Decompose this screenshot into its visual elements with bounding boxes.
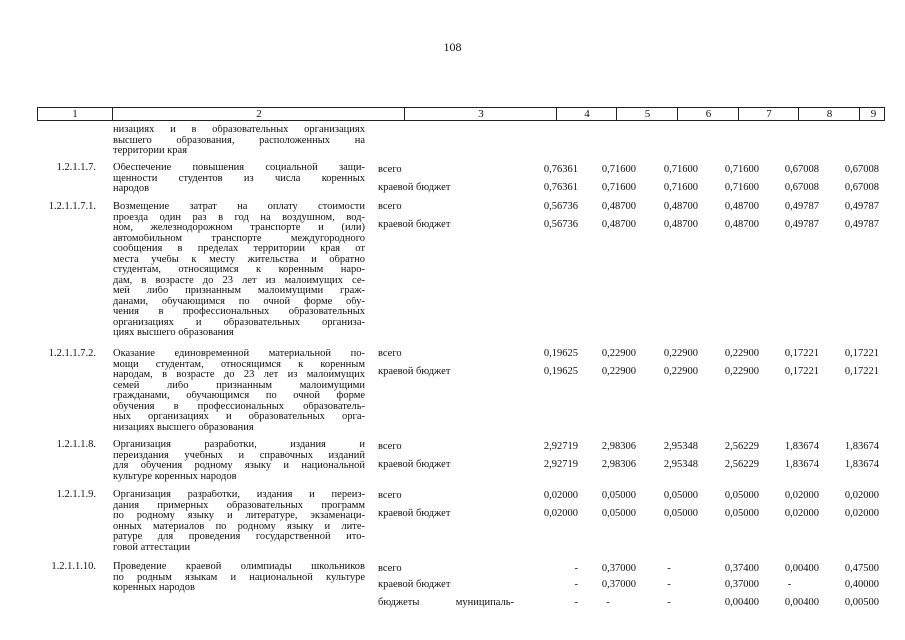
row-description bbox=[113, 490, 365, 553]
value-cell: - bbox=[787, 579, 792, 590]
value-cell: 0,05000 bbox=[601, 490, 636, 501]
description-line: Организация разработки, издания и bbox=[113, 440, 365, 450]
description-line: данами, обучающимся по очной форме обу- bbox=[113, 296, 365, 307]
source-label: всего bbox=[378, 490, 402, 501]
description-line: автомобильном транспорте междугородного bbox=[113, 233, 365, 244]
value-cell: 0,22900 bbox=[724, 366, 759, 377]
description-line: говой аттестации bbox=[113, 542, 191, 553]
description-line: чения в профессиональных образовательных bbox=[113, 307, 365, 317]
source-label: всего bbox=[378, 348, 402, 359]
value-cell: 2,95348 bbox=[663, 441, 698, 452]
value-cell: 0,49787 bbox=[844, 201, 879, 212]
description-line: ратуре для проведения государственной ито- bbox=[113, 532, 365, 542]
value-cell: 0,37000 bbox=[601, 579, 636, 590]
description-line: по родному языку и литературе, экзаменаци- bbox=[113, 511, 365, 521]
value-cell: 0,48700 bbox=[601, 201, 636, 212]
value-cell: 1,83674 bbox=[844, 441, 879, 452]
value-cell: 0,22900 bbox=[601, 366, 636, 377]
description-line: низациях и в образовательных организациях bbox=[113, 125, 365, 135]
description-line: мей либо признанным малоимущими граж- bbox=[113, 286, 365, 296]
header-col-2: 2 bbox=[112, 108, 405, 120]
row-description bbox=[113, 562, 365, 594]
value-cell: 0,02000 bbox=[784, 490, 819, 501]
value-cell: 0,67008 bbox=[784, 182, 819, 193]
value-cell: 2,92719 bbox=[543, 459, 578, 470]
value-cell: 0,19625 bbox=[543, 366, 578, 377]
value-cell: 0,00400 bbox=[724, 597, 759, 608]
row-number: 1.2.1.1.7.1. bbox=[48, 201, 96, 212]
value-cell: 0,48700 bbox=[724, 201, 759, 212]
value-cell: 0,17221 bbox=[844, 366, 879, 377]
value-cell: 0,05000 bbox=[663, 490, 698, 501]
source-label: краевой бюджет bbox=[378, 459, 451, 470]
source-label: краевой бюджет bbox=[378, 182, 451, 193]
value-cell: 0,37000 bbox=[601, 563, 636, 574]
value-cell: 0,47500 bbox=[844, 563, 879, 574]
description-line: Возмещение затрат на оплату стоимости bbox=[113, 202, 365, 212]
description-line: переиздания учебных и справочных изданий bbox=[113, 450, 365, 461]
header-col-8: 8 bbox=[798, 108, 860, 120]
value-cell: 2,95348 bbox=[663, 459, 698, 470]
value-cell: 0,67008 bbox=[844, 164, 879, 175]
source-label: краевой бюджет bbox=[378, 508, 451, 519]
description-line: дания примерных образовательных программ bbox=[113, 500, 365, 511]
header-col-4: 4 bbox=[556, 108, 617, 120]
value-cell: 0,02000 bbox=[543, 490, 578, 501]
value-cell: 0,05000 bbox=[724, 490, 759, 501]
table-header bbox=[37, 107, 885, 121]
row-number: 1.2.1.1.9. bbox=[56, 489, 96, 500]
header-col-5: 5 bbox=[616, 108, 678, 120]
value-cell: 0,19625 bbox=[543, 348, 578, 359]
description-line: обучения в профессиональных образователь- bbox=[113, 401, 365, 412]
value-cell: - bbox=[606, 597, 610, 608]
description-line: высшего образования, расположенных на bbox=[113, 135, 365, 146]
description-line: организациях и образовательных организа- bbox=[113, 317, 365, 328]
header-col-3: 3 bbox=[404, 108, 557, 120]
description-line: студентам, относящимся к коренным наро- bbox=[113, 265, 365, 275]
value-cell: 2,56229 bbox=[724, 441, 759, 452]
page-number: 108 bbox=[443, 40, 462, 54]
source-label: краевой бюджет bbox=[378, 579, 451, 590]
value-cell: 0,40000 bbox=[844, 579, 879, 590]
value-cell: 0,71600 bbox=[663, 182, 698, 193]
description-line: народам, в возрасте до 23 лет из малоимущих bbox=[113, 370, 365, 380]
value-cell: 1,83674 bbox=[784, 441, 819, 452]
source-label: всего bbox=[378, 441, 402, 452]
description-line: циях высшего образования bbox=[113, 328, 234, 338]
value-cell: 0,22900 bbox=[601, 348, 636, 359]
value-cell: 0,00400 bbox=[784, 563, 819, 574]
row-number: 1.2.1.1.7. bbox=[56, 162, 96, 173]
value-cell: - bbox=[574, 579, 578, 590]
value-cell: 0,17221 bbox=[784, 366, 819, 377]
value-cell: 0,67008 bbox=[844, 182, 879, 193]
value-cell: 0,05000 bbox=[724, 508, 759, 519]
header-col-1: 1 bbox=[72, 108, 78, 120]
value-cell: 0,00500 bbox=[844, 597, 879, 608]
value-cell: 0,48700 bbox=[601, 219, 636, 230]
row-number: 1.2.1.1.7.2. bbox=[48, 348, 96, 359]
value-cell: 0,56736 bbox=[543, 219, 578, 230]
description-line: низациях высшего образования bbox=[113, 422, 254, 433]
value-cell: 0,48700 bbox=[663, 219, 698, 230]
value-cell: 0,71600 bbox=[601, 182, 636, 193]
source-label: краевой бюджет bbox=[378, 366, 451, 377]
description-line: места учебы к месту жительства и обратно bbox=[113, 254, 365, 265]
description-line: народов bbox=[113, 184, 150, 194]
row-number: 1.2.1.1.8. bbox=[56, 439, 96, 450]
description-line: дам, в возрасте до 23 лет из малоимущих се- bbox=[113, 275, 365, 286]
value-cell: 2,92719 bbox=[543, 441, 578, 452]
value-cell: 0,37000 bbox=[724, 579, 759, 590]
value-cell: 2,98306 bbox=[601, 459, 636, 470]
source-label: всего bbox=[378, 201, 402, 212]
source-label: краевой бюджет bbox=[378, 219, 451, 230]
description-line: территории края bbox=[113, 146, 188, 156]
value-cell: 0,76361 bbox=[543, 164, 578, 175]
header-col-9: 9 bbox=[859, 108, 887, 120]
value-cell: - bbox=[667, 597, 671, 608]
value-cell: 0,71600 bbox=[663, 164, 698, 175]
value-cell: - bbox=[667, 563, 671, 574]
value-cell: 0,48700 bbox=[663, 201, 698, 212]
value-cell: 0,05000 bbox=[663, 508, 698, 519]
row-description bbox=[113, 202, 365, 339]
description-line: Обеспечение повышения социальной защи- bbox=[113, 163, 365, 173]
description-line: онных материалов по родному языку и лите- bbox=[113, 521, 365, 532]
continuation-description bbox=[113, 125, 365, 157]
value-cell: 0,37400 bbox=[724, 563, 759, 574]
value-cell: 0,17221 bbox=[844, 348, 879, 359]
description-line: Организация разработки, издания и переиз- bbox=[113, 490, 365, 500]
value-cell: 1,83674 bbox=[784, 459, 819, 470]
value-cell: 0,22900 bbox=[663, 366, 698, 377]
description-line: ных организациях и образовательных орга- bbox=[113, 412, 365, 422]
value-cell: 0,02000 bbox=[784, 508, 819, 519]
value-cell: 0,71600 bbox=[601, 164, 636, 175]
value-cell: 0,49787 bbox=[784, 201, 819, 212]
description-line: коренных народов bbox=[113, 583, 195, 593]
value-cell: - bbox=[574, 597, 578, 608]
value-cell: 0,76361 bbox=[543, 182, 578, 193]
value-cell: 0,00400 bbox=[784, 597, 819, 608]
value-cell: 0,17221 bbox=[784, 348, 819, 359]
header-col-7: 7 bbox=[738, 108, 799, 120]
value-cell: 0,49787 bbox=[784, 219, 819, 230]
source-label: всего bbox=[378, 563, 402, 574]
description-line: Проведение краевой олимпиады школьников bbox=[113, 562, 365, 572]
value-cell: 0,67008 bbox=[784, 164, 819, 175]
description-line: по родным языкам и национальной культуре bbox=[113, 572, 365, 583]
description-line: гражданами, обучающимся по очной форме bbox=[113, 391, 365, 401]
value-cell: 0,02000 bbox=[543, 508, 578, 519]
description-line: сообщения в пределах территории края от bbox=[113, 244, 365, 254]
value-cell: - bbox=[574, 563, 578, 574]
row-description bbox=[113, 349, 365, 433]
value-cell: 0,02000 bbox=[844, 490, 879, 501]
description-line: ном, железнодорожном транспорте и (или) bbox=[113, 223, 365, 233]
source-label: бюджеты муниципаль- bbox=[378, 597, 514, 608]
description-line: щенности студентов из числа коренных bbox=[113, 173, 365, 184]
value-cell: 2,56229 bbox=[724, 459, 759, 470]
value-cell: 0,02000 bbox=[844, 508, 879, 519]
value-cell: 2,98306 bbox=[601, 441, 636, 452]
description-line: культуре коренных народов bbox=[113, 471, 237, 482]
description-line: Оказание единовременной материальной по- bbox=[113, 349, 365, 359]
row-description bbox=[113, 163, 365, 195]
value-cell: 0,56736 bbox=[543, 201, 578, 212]
value-cell: 0,05000 bbox=[601, 508, 636, 519]
value-cell: 0,71600 bbox=[724, 164, 759, 175]
value-cell: 0,22900 bbox=[724, 348, 759, 359]
value-cell: 0,22900 bbox=[663, 348, 698, 359]
value-cell: 0,49787 bbox=[844, 219, 879, 230]
header-col-6: 6 bbox=[677, 108, 739, 120]
description-line: для обучения родному языку и национальной bbox=[113, 461, 365, 471]
source-label: всего bbox=[378, 164, 402, 175]
value-cell: 0,71600 bbox=[724, 182, 759, 193]
value-cell: 1,83674 bbox=[844, 459, 879, 470]
row-description bbox=[113, 440, 365, 482]
description-line: проезда один раз в год на воздушном, вод- bbox=[113, 212, 365, 223]
row-number: 1.2.1.1.10. bbox=[51, 561, 96, 572]
value-cell: 0,48700 bbox=[724, 219, 759, 230]
value-cell: - bbox=[667, 579, 671, 590]
description-line: семей либо признанным малоимущими bbox=[113, 380, 365, 391]
description-line: мощи студентам, относящимся к коренным bbox=[113, 359, 365, 370]
